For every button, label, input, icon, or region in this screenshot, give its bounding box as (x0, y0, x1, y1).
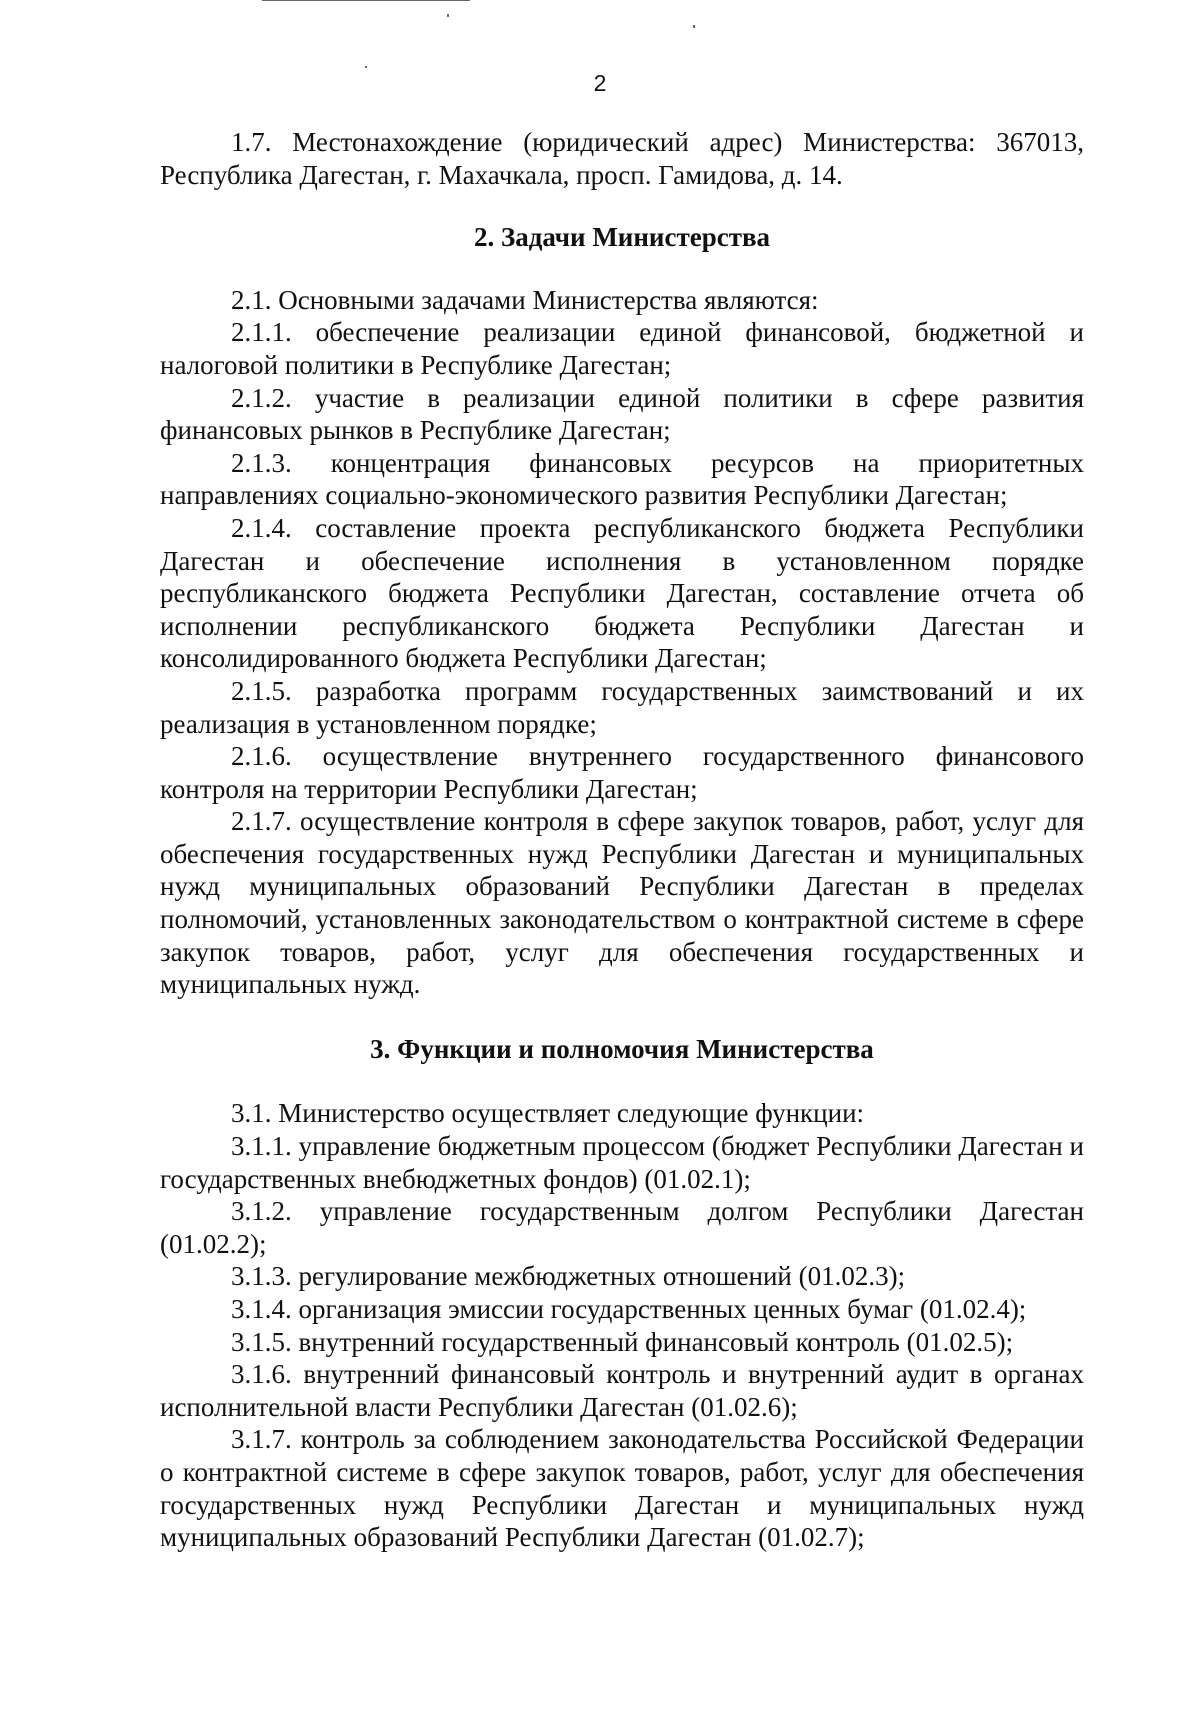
paragraph-2-1: 2.1. Основными задачами Министерства являются: (231, 284, 819, 315)
paragraph-3-1-5: 3.1.5. внутренний государственный финансовый контроль (01.02.5); (231, 1326, 1014, 1357)
paragraph-2-1-5: 2.1.5. разработка программ государственных заимствований и их реализация в установленном порядке; (160, 675, 1084, 739)
paragraph-3-1-6: 3.1.6. внутренний финансовый контроль и внутренний аудит в органах исполнительной власти Республики Дагестан (01.02.6); (160, 1359, 1084, 1422)
scan-artifact-dot (365, 66, 367, 68)
section-heading-functions: 3. Функции и полномочия Министерства (370, 1033, 874, 1064)
document-body (160, 126, 1084, 1554)
paragraph-2-1-7: 2.1.7. осуществление контроля в сфере закупок товаров, работ, услуг для обеспечения государственных нужд Республики Дагестан и муниципальных нужд муниципальных образований Республики Дагестан в пределах полномочий, установленных законодательством о контрактной системе в сфере закупок товаров, работ, услуг для обеспечения государственных и муниципальных нужд. (160, 806, 1084, 1000)
page-number: 2 (593, 70, 607, 96)
scan-artifact-dot (447, 14, 449, 17)
paragraph-3-1-2: 3.1.2. управление государственным долгом Республики Дагестан (01.02.2); (160, 1196, 1084, 1259)
paragraph-3-1-1: 3.1.1. управление бюджетным процессом (бюджет Республики Дагестан и государственных внебюджетных фондов) (01.02.1); (160, 1131, 1084, 1194)
scan-artifact-dot (693, 25, 695, 28)
paragraph-1-7: 1.7. Местонахождение (юридический адрес) Министерства: 367013, Республика Дагестан, г. Махачкала, просп. Гамидова, д. 14. (160, 127, 1084, 190)
section-heading-tasks: 2. Задачи Министерства (473, 222, 771, 253)
paragraph-3-1-7: 3.1.7. контроль за соблюдением законодательства Российской Федерации о контрактной системе в сфере закупок товаров, работ, услуг для обеспечения государственных нужд Республики Дагестан и муниципальных нужд муниципальных образований Республики Дагестан (01.02.7); (160, 1424, 1084, 1553)
paragraph-2-1-2: 2.1.2. участие в реализации единой политики в сфере развития финансовых рынков в Республике Дагестан; (160, 382, 1084, 446)
paragraph-2-1-6: 2.1.6. осуществление внутреннего государственного финансового контроля на территории Республики Дагестан; (160, 741, 1084, 804)
paragraph-3-1: 3.1. Министерство осуществляет следующие функции: (231, 1098, 865, 1129)
paragraph-2-1-3: 2.1.3. концентрация финансовых ресурсов на приоритетных направлениях социально-экономического развития Республики Дагестан; (160, 447, 1084, 511)
scan-artifact-line (262, 0, 470, 1)
paragraph-2-1-4: 2.1.4. составление проекта республиканского бюджета Республики Дагестан и обеспечение исполнения в установленном порядке республиканского бюджета Республики Дагестан, составление отчета об исполнении республиканского бюджета Республики Дагестан и консолидированного бюджета Республики Дагестан; (160, 512, 1084, 674)
paragraph-3-1-3: 3.1.3. регулирование межбюджетных отношений (01.02.3); (231, 1261, 906, 1292)
paragraph-3-1-4: 3.1.4. организация эмиссии государственных ценных бумаг (01.02.4); (231, 1294, 1027, 1324)
paragraph-2-1-1: 2.1.1. обеспечение реализации единой финансовой, бюджетной и налоговой политики в Республике Дагестан; (160, 317, 1084, 380)
